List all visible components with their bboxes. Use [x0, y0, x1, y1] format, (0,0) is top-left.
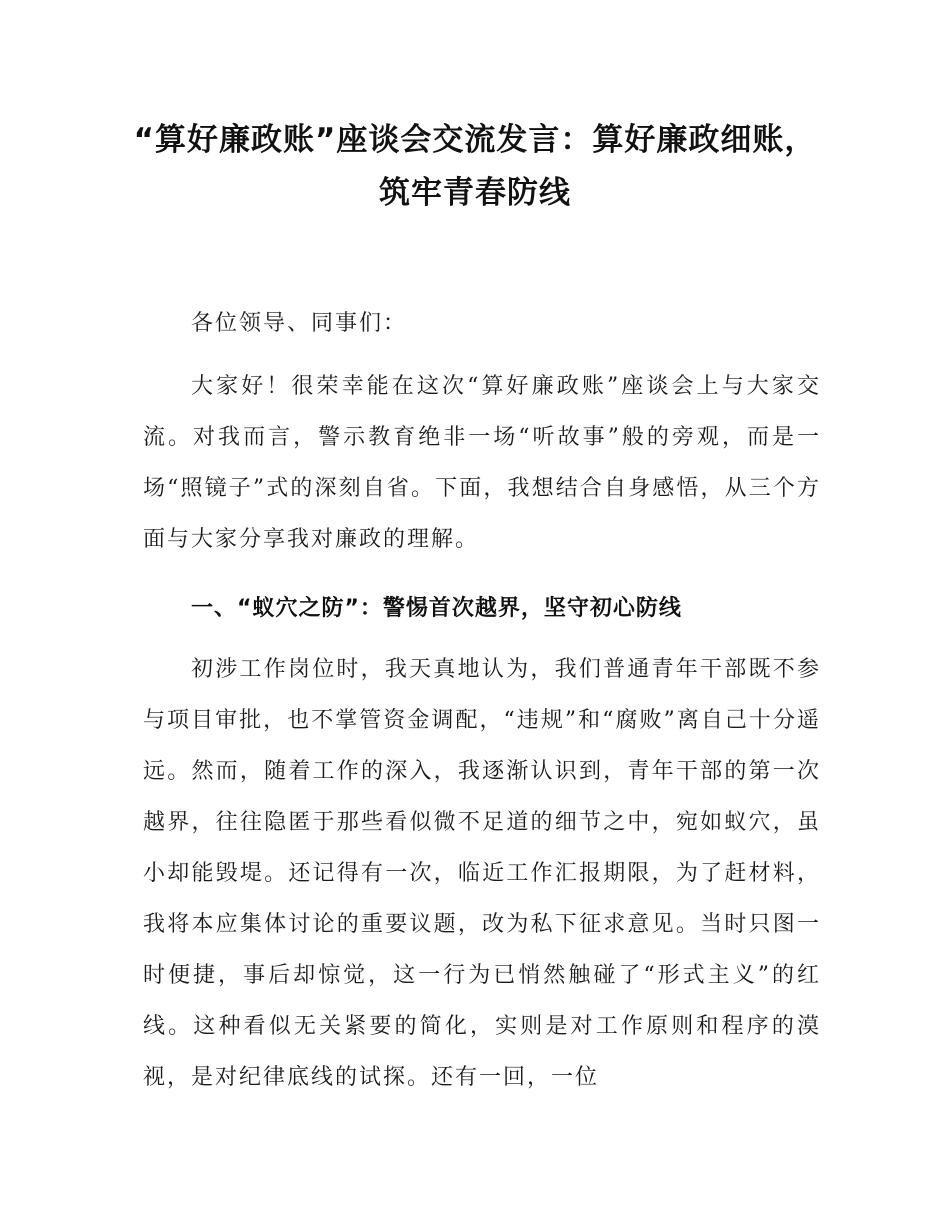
section-1-paragraph: 初涉工作岗位时，我天真地认为，我们普通青年干部既不参与项目审批，也不掌管资金调配，“违规”和“腐败”离自己十分遥远。然而，随着工作的深入，我逐渐认识到，青年干部的第一次越界，往往隐匿于那些看似微不足道的细节之中，宛如蚁穴，虽小却能毁堤。还记得有一次，临近工作汇报期限，为了赶材料，我将本应集体讨论的重要议题，改为私下征求意见。当时只图一时便捷，事后却惊觉，这一行为已悄然触碰了“形式主义”的红线。这种看似无关紧要的简化，实则是对工作原则和程序的漠视，是对纪律底线的试探。还有一回，一位 — [143, 657, 821, 1090]
section-1-heading: 一、“蚁穴之防”：警惕首次越界，坚守初心防线 — [191, 596, 682, 621]
intro-paragraph: 大家好！很荣幸能在这次“算好廉政账”座谈会上与大家交流。对我而言，警示教育绝非一场“听故事”般的旁观，而是一场“照镜子”式的深刻自省。下面，我想结合自身感悟，从三个方面与大家分享我对廉政的理解。 — [143, 374, 821, 552]
document-title: “算好廉政账”座谈会交流发言：算好廉政细账，筑牢青春防线 — [133, 122, 817, 211]
document-body — [143, 298, 821, 1121]
greeting-paragraph: 各位领导、同事们： — [191, 311, 408, 336]
